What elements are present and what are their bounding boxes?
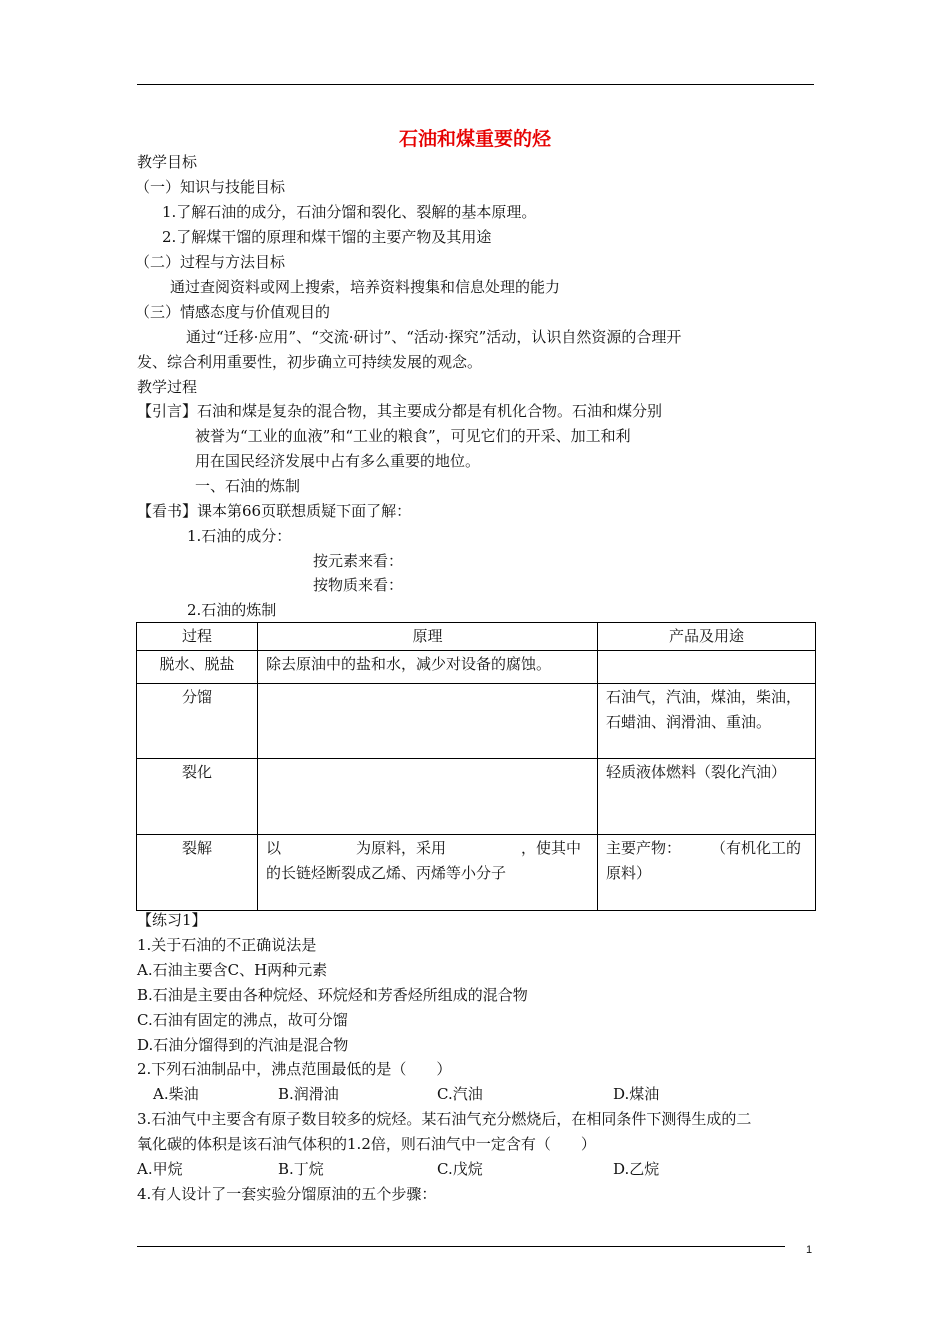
q3-option-c: C.戊烷 — [437, 1160, 483, 1178]
q2-option-d: D.煤油 — [613, 1085, 660, 1103]
table-row — [137, 835, 816, 911]
table-row — [137, 759, 816, 835]
row-process: 裂解 — [137, 835, 258, 911]
refining-table — [136, 622, 816, 911]
exercise-heading: 【练习1】 — [137, 911, 207, 929]
by-substance-line: 按物质来看： — [313, 576, 404, 594]
row-principle: 除去原油中的盐和水，减少对设备的腐蚀。 — [258, 651, 598, 684]
page-number: 1 — [806, 1244, 813, 1256]
read-instruction: 【看书】课本第66页联想质疑下面了解： — [137, 502, 412, 520]
row-principle: 以 为原料，采用 ，使其中的长链烃断裂成乙烯、丙烯等小分子 — [258, 835, 598, 911]
q1-option-b: B.石油是主要由各种烷烃、环烷烃和芳香烃所组成的混合物 — [137, 986, 528, 1004]
footer-rule — [137, 1246, 785, 1247]
header-rule — [137, 84, 814, 85]
header-product: 产品及用途 — [598, 623, 816, 651]
knowledge-item-2: 2.了解煤干馏的原理和煤干馏的主要产物及其用途 — [162, 228, 492, 246]
q1-option-d: D.石油分馏得到的汽油是混合物 — [137, 1036, 349, 1054]
question-3-line-1: 3.石油气中主要含有原子数目较多的烷烃。某石油气充分燃烧后，在相同条件下测得生成的二 — [137, 1110, 752, 1128]
question-composition: 1.石油的成分： — [187, 527, 292, 545]
header-process: 过程 — [137, 623, 258, 651]
q2-option-b: B.润滑油 — [278, 1085, 339, 1103]
intro-line-2: 被誉为“工业的血液”和“工业的粮食”，可见它们的开采、加工和利 — [195, 427, 631, 445]
table-header-row — [137, 623, 816, 651]
emotion-line-1: 通过“迁移·应用”、“交流·研讨”、“活动·探究”活动，认识自然资源的合理开 — [186, 328, 682, 346]
emotion-heading: （三）情感态度与价值观目的 — [135, 303, 331, 321]
q1-option-c: C.石油有固定的沸点，故可分馏 — [137, 1011, 348, 1029]
row-principle — [258, 684, 598, 759]
process-method-heading: （二）过程与方法目标 — [135, 253, 286, 271]
knowledge-heading: （一）知识与技能目标 — [135, 178, 286, 196]
header-principle: 原理 — [258, 623, 598, 651]
row-product — [598, 651, 816, 684]
intro-line-1: 【引言】石油和煤是复杂的混合物，其主要成分都是有机化合物。石油和煤分别 — [137, 402, 663, 420]
knowledge-item-1: 1.了解石油的成分，石油分馏和裂化、裂解的基本原理。 — [162, 203, 537, 221]
table-row — [137, 684, 816, 759]
row-product: 轻质液体燃料（裂化汽油） — [598, 759, 816, 835]
section-heading: 一、石油的炼制 — [195, 477, 301, 495]
row-product: 石油气，汽油，煤油，柴油，石蜡油、润滑油、重油。 — [598, 684, 816, 759]
row-principle — [258, 759, 598, 835]
intro-line-3: 用在国民经济发展中占有多么重要的地位。 — [195, 452, 481, 470]
row-product: 主要产物： （有机化工的原料） — [598, 835, 816, 911]
table-row — [137, 651, 816, 684]
q2-option-c: C.汽油 — [437, 1085, 483, 1103]
process-heading: 教学过程 — [137, 378, 198, 396]
q2-option-a: A.柴油 — [153, 1085, 199, 1103]
objectives-heading: 教学目标 — [137, 153, 198, 171]
by-element-line: 按元素来看： — [313, 552, 404, 570]
q3-option-b: B.丁烷 — [278, 1160, 324, 1178]
q3-option-d: D.乙烷 — [613, 1160, 660, 1178]
q3-option-a: A.甲烷 — [137, 1160, 183, 1178]
question-refining: 2.石油的炼制 — [187, 601, 277, 619]
question-3-line-2: 氧化碳的体积是该石油气体积的1.2倍，则石油气中一定含有（ ） — [137, 1135, 596, 1153]
row-process: 裂化 — [137, 759, 258, 835]
emotion-line-2: 发、综合利用重要性，初步确立可持续发展的观念。 — [137, 353, 483, 371]
page-title: 石油和煤重要的烃 — [398, 128, 551, 150]
question-1: 1.关于石油的不正确说法是 — [137, 936, 317, 954]
process-method-item: 通过查阅资料或网上搜索，培养资料搜集和信息处理的能力 — [170, 278, 561, 296]
row-process: 分馏 — [137, 684, 258, 759]
row-process: 脱水、脱盐 — [137, 651, 258, 684]
question-2: 2.下列石油制品中，沸点范围最低的是（ ） — [137, 1060, 452, 1078]
question-4: 4.有人设计了一套实验分馏原油的五个步骤： — [137, 1185, 437, 1203]
q1-option-a: A.石油主要含C、H两种元素 — [137, 961, 328, 979]
